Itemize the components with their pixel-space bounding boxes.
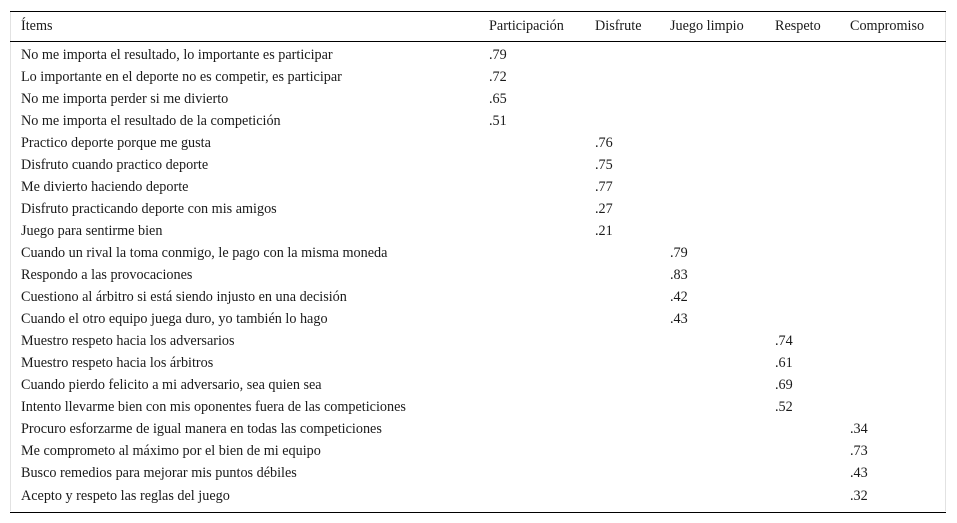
- item-text: Cuestiono al árbitro si está siendo injusto en una decisión: [21, 288, 347, 305]
- disfrute-value: [595, 418, 670, 440]
- juego-limpio-value: .83: [670, 266, 688, 283]
- juego-limpio-value: [670, 462, 775, 484]
- compromiso-value: .34: [850, 420, 868, 437]
- respeto-value: [775, 88, 850, 110]
- respeto-value: [775, 264, 850, 286]
- header-respeto: Respeto: [775, 18, 821, 34]
- compromiso-value: [850, 88, 946, 110]
- table-row: [10, 198, 946, 220]
- participacion-value: [489, 396, 595, 418]
- disfrute-value: [595, 396, 670, 418]
- juego-limpio-value: [670, 330, 775, 352]
- compromiso-value: [850, 198, 946, 220]
- item-text: Disfruto cuando practico deporte: [21, 156, 209, 173]
- item-text: Cuando pierdo felicito a mi adversario, sea quien sea: [21, 376, 322, 393]
- item-text: No me importa el resultado de la competición: [21, 112, 281, 129]
- item-text: Practico deporte porque me gusta: [21, 134, 211, 151]
- juego-limpio-value: [670, 396, 775, 418]
- table-row: [10, 418, 946, 440]
- compromiso-value: [850, 352, 946, 374]
- participacion-value: [489, 462, 595, 484]
- disfrute-value: .27: [595, 200, 613, 217]
- disfrute-value: [595, 374, 670, 396]
- participacion-value: [489, 286, 595, 308]
- juego-limpio-value: [670, 418, 775, 440]
- disfrute-value: [595, 242, 670, 264]
- respeto-value: [775, 242, 850, 264]
- table-row: [10, 242, 946, 264]
- table-row: [10, 462, 946, 484]
- item-text: Muestro respeto hacia los árbitros: [21, 354, 214, 371]
- respeto-value: [775, 286, 850, 308]
- participacion-value: .65: [489, 90, 507, 107]
- respeto-value: [775, 132, 850, 154]
- table-row: [10, 264, 946, 286]
- table-body: [10, 42, 946, 513]
- table-row: [10, 110, 946, 132]
- compromiso-value: [850, 154, 946, 176]
- disfrute-value: [595, 264, 670, 286]
- item-text: Cuando el otro equipo juega duro, yo también lo hago: [21, 310, 328, 327]
- table-row: [10, 330, 946, 352]
- item-text: Intento llevarme bien con mis oponentes fuera de las competiciones: [21, 398, 406, 415]
- table-row: [10, 396, 946, 418]
- factor-loadings-table: [10, 11, 946, 513]
- compromiso-value: [850, 42, 946, 67]
- respeto-value: [775, 484, 850, 513]
- disfrute-value: .21: [595, 222, 613, 239]
- table-row: [10, 176, 946, 198]
- participacion-value: .51: [489, 112, 507, 129]
- participacion-value: [489, 418, 595, 440]
- juego-limpio-value: .42: [670, 288, 688, 305]
- compromiso-value: [850, 66, 946, 88]
- table-header: [10, 12, 946, 42]
- compromiso-value: [850, 374, 946, 396]
- participacion-value: .72: [489, 68, 507, 85]
- item-text: Muestro respeto hacia los adversarios: [21, 332, 235, 349]
- juego-limpio-value: [670, 176, 775, 198]
- item-text: No me importa el resultado, lo importante es participar: [21, 46, 333, 63]
- participacion-value: .79: [489, 46, 507, 63]
- participacion-value: [489, 198, 595, 220]
- compromiso-value: [850, 242, 946, 264]
- participacion-value: [489, 176, 595, 198]
- compromiso-value: [850, 308, 946, 330]
- disfrute-value: [595, 66, 670, 88]
- table-row: [10, 286, 946, 308]
- disfrute-value: [595, 308, 670, 330]
- respeto-value: .69: [775, 376, 793, 393]
- juego-limpio-value: [670, 132, 775, 154]
- table-row: [10, 220, 946, 242]
- compromiso-value: .73: [850, 442, 868, 459]
- participacion-value: [489, 352, 595, 374]
- compromiso-value: .32: [850, 488, 868, 504]
- juego-limpio-value: [670, 440, 775, 462]
- compromiso-value: [850, 220, 946, 242]
- disfrute-value: [595, 462, 670, 484]
- disfrute-value: .76: [595, 134, 613, 151]
- item-text: Acepto y respeto las reglas del juego: [21, 488, 230, 504]
- juego-limpio-value: [670, 374, 775, 396]
- compromiso-value: [850, 330, 946, 352]
- juego-limpio-value: .79: [670, 244, 688, 261]
- compromiso-value: .43: [850, 464, 868, 481]
- juego-limpio-value: [670, 88, 775, 110]
- item-text: No me importa perder si me divierto: [21, 90, 229, 107]
- juego-limpio-value: [670, 198, 775, 220]
- respeto-value: [775, 42, 850, 67]
- table-row: [10, 66, 946, 88]
- factor-loadings-table-container: [10, 11, 946, 513]
- header-items: Ítems: [21, 18, 53, 34]
- item-text: Cuando un rival la toma conmigo, le pago con la misma moneda: [21, 244, 388, 261]
- disfrute-value: [595, 110, 670, 132]
- header-compromiso: Compromiso: [850, 18, 925, 34]
- table-row: [10, 154, 946, 176]
- disfrute-value: .75: [595, 156, 613, 173]
- item-text: Me divierto haciendo deporte: [21, 178, 189, 195]
- respeto-value: [775, 176, 850, 198]
- header-participacion: Participación: [489, 18, 564, 34]
- juego-limpio-value: [670, 352, 775, 374]
- table-row: [10, 88, 946, 110]
- header-juego-limpio: Juego limpio: [670, 18, 744, 34]
- respeto-value: [775, 440, 850, 462]
- juego-limpio-value: [670, 484, 775, 513]
- disfrute-value: .77: [595, 178, 613, 195]
- item-text: Busco remedios para mejorar mis puntos débiles: [21, 464, 297, 481]
- disfrute-value: [595, 286, 670, 308]
- table-row: [10, 352, 946, 374]
- item-text: Disfruto practicando deporte con mis amigos: [21, 200, 277, 217]
- item-text: Procuro esforzarme de igual manera en todas las competiciones: [21, 420, 382, 437]
- participacion-value: [489, 308, 595, 330]
- participacion-value: [489, 154, 595, 176]
- respeto-value: .74: [775, 332, 793, 349]
- juego-limpio-value: [670, 66, 775, 88]
- respeto-value: [775, 110, 850, 132]
- participacion-value: [489, 484, 595, 513]
- respeto-value: [775, 308, 850, 330]
- juego-limpio-value: [670, 220, 775, 242]
- participacion-value: [489, 132, 595, 154]
- table-row: [10, 484, 946, 513]
- participacion-value: [489, 374, 595, 396]
- table-row: [10, 42, 946, 67]
- disfrute-value: [595, 330, 670, 352]
- respeto-value: [775, 462, 850, 484]
- header-disfrute: Disfrute: [595, 18, 642, 34]
- compromiso-value: [850, 132, 946, 154]
- table-row: [10, 132, 946, 154]
- disfrute-value: [595, 484, 670, 513]
- compromiso-value: [850, 110, 946, 132]
- item-text: Me comprometo al máximo por el bien de mi equipo: [21, 442, 321, 459]
- respeto-value: [775, 66, 850, 88]
- disfrute-value: [595, 440, 670, 462]
- compromiso-value: [850, 396, 946, 418]
- juego-limpio-value: .43: [670, 310, 688, 327]
- disfrute-value: [595, 42, 670, 67]
- table-row: [10, 374, 946, 396]
- compromiso-value: [850, 264, 946, 286]
- respeto-value: .61: [775, 354, 793, 371]
- table-row: [10, 308, 946, 330]
- compromiso-value: [850, 286, 946, 308]
- juego-limpio-value: [670, 42, 775, 67]
- respeto-value: [775, 198, 850, 220]
- compromiso-value: [850, 176, 946, 198]
- participacion-value: [489, 242, 595, 264]
- item-text: Respondo a las provocaciones: [21, 266, 193, 283]
- item-text: Lo importante en el deporte no es competir, es participar: [21, 68, 342, 85]
- participacion-value: [489, 264, 595, 286]
- respeto-value: [775, 154, 850, 176]
- disfrute-value: [595, 352, 670, 374]
- participacion-value: [489, 440, 595, 462]
- header-row: [10, 12, 946, 42]
- table-row: [10, 440, 946, 462]
- respeto-value: [775, 418, 850, 440]
- respeto-value: [775, 220, 850, 242]
- participacion-value: [489, 220, 595, 242]
- juego-limpio-value: [670, 154, 775, 176]
- item-text: Juego para sentirme bien: [21, 222, 163, 239]
- disfrute-value: [595, 88, 670, 110]
- juego-limpio-value: [670, 110, 775, 132]
- participacion-value: [489, 330, 595, 352]
- respeto-value: .52: [775, 398, 793, 415]
